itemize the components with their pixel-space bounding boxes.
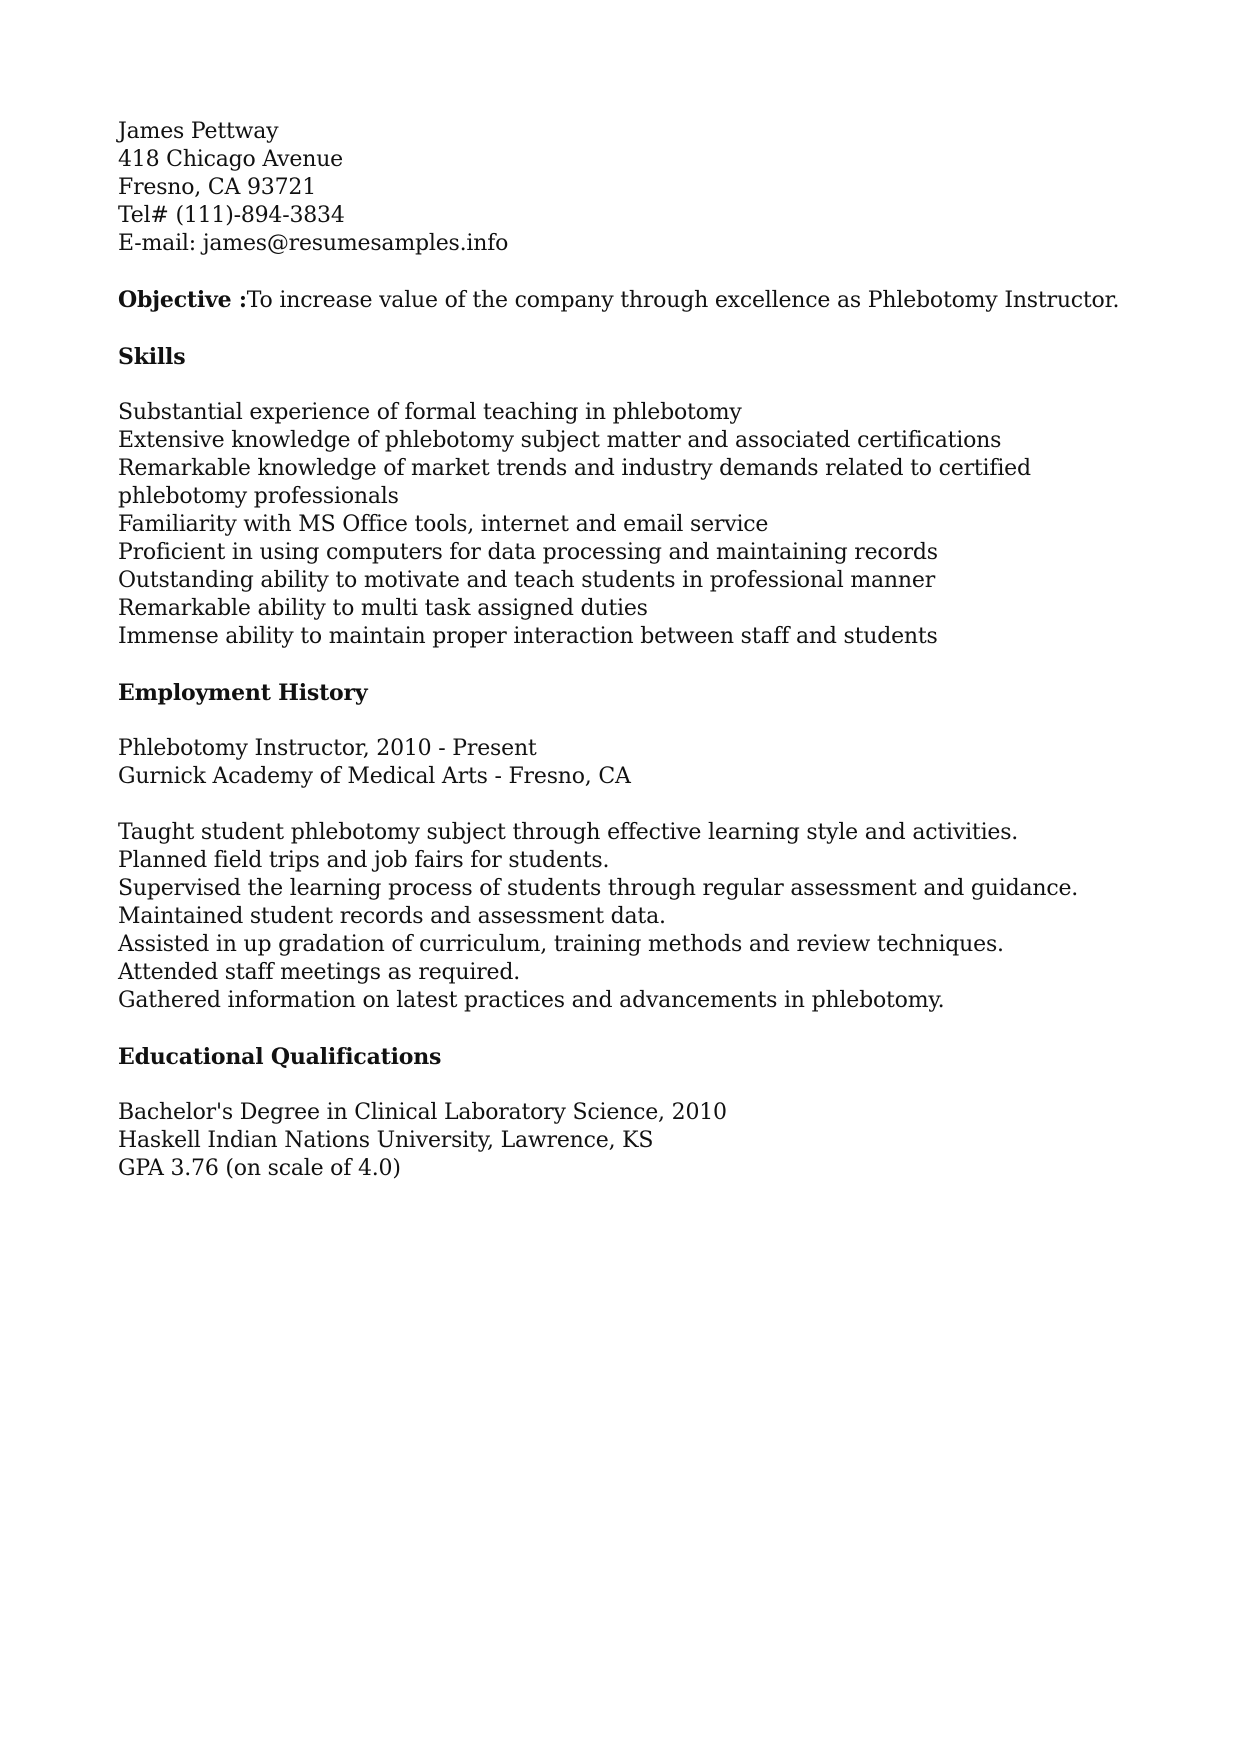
contact-block	[118, 118, 1148, 258]
education-school: Haskell Indian Nations University, Lawrence, KS	[118, 1128, 654, 1153]
skill-item: Extensive knowledge of phlebotomy subject matter and associated certifications	[118, 428, 1002, 453]
skills-list	[118, 399, 1148, 651]
skill-item: Remarkable ability to multi task assigned duties	[118, 596, 648, 621]
skill-item: Immense ability to maintain proper interaction between staff and students	[118, 624, 938, 649]
employment-entry	[118, 735, 1148, 791]
contact-city: Fresno, CA 93721	[118, 175, 316, 200]
duty-item: Gathered information on latest practices and advancements in phlebotomy.	[118, 988, 945, 1013]
duty-item: Assisted in up gradation of curriculum, training methods and review techniques.	[118, 932, 1004, 957]
duty-item: Planned field trips and job fairs for students.	[118, 848, 610, 873]
duties-list	[118, 819, 1148, 1015]
skill-item: Familiarity with MS Office tools, internet and email service	[118, 512, 769, 537]
employment-heading: Employment History	[118, 680, 368, 706]
resume-page	[118, 118, 1148, 1183]
skill-item: Outstanding ability to motivate and teach students in professional manner	[118, 568, 936, 593]
contact-email: E-mail: james@resumesamples.info	[118, 231, 509, 256]
skill-item: Remarkable knowledge of market trends and industry demands related to certified phlebotomy professionals	[118, 456, 1031, 509]
education-entry	[118, 1099, 1148, 1183]
duty-item: Supervised the learning process of students through regular assessment and guidance.	[118, 876, 1079, 901]
skills-heading: Skills	[118, 344, 186, 370]
education-gpa: GPA 3.76 (on scale of 4.0)	[118, 1156, 401, 1181]
job-title: Phlebotomy Instructor, 2010 - Present	[118, 736, 537, 761]
contact-street: 418 Chicago Avenue	[118, 147, 343, 172]
education-degree: Bachelor's Degree in Clinical Laboratory Science, 2010	[118, 1100, 727, 1125]
objective-label: Objective :	[118, 287, 247, 313]
contact-name: James Pettway	[118, 119, 279, 144]
duty-item: Attended staff meetings as required.	[118, 960, 521, 985]
skill-item: Proficient in using computers for data processing and maintaining records	[118, 540, 938, 565]
duty-item: Taught student phlebotomy subject through effective learning style and activities.	[118, 820, 1019, 845]
contact-phone: Tel# (111)-894-3834	[118, 203, 345, 228]
objective-text: To increase value of the company through excellence as Phlebotomy Instructor.	[246, 288, 1120, 313]
skill-item: Substantial experience of formal teaching in phlebotomy	[118, 400, 742, 425]
duty-item: Maintained student records and assessment data.	[118, 904, 666, 929]
job-employer: Gurnick Academy of Medical Arts - Fresno, CA	[118, 764, 631, 789]
education-heading: Educational Qualifications	[118, 1044, 442, 1070]
objective-section	[118, 286, 1148, 315]
